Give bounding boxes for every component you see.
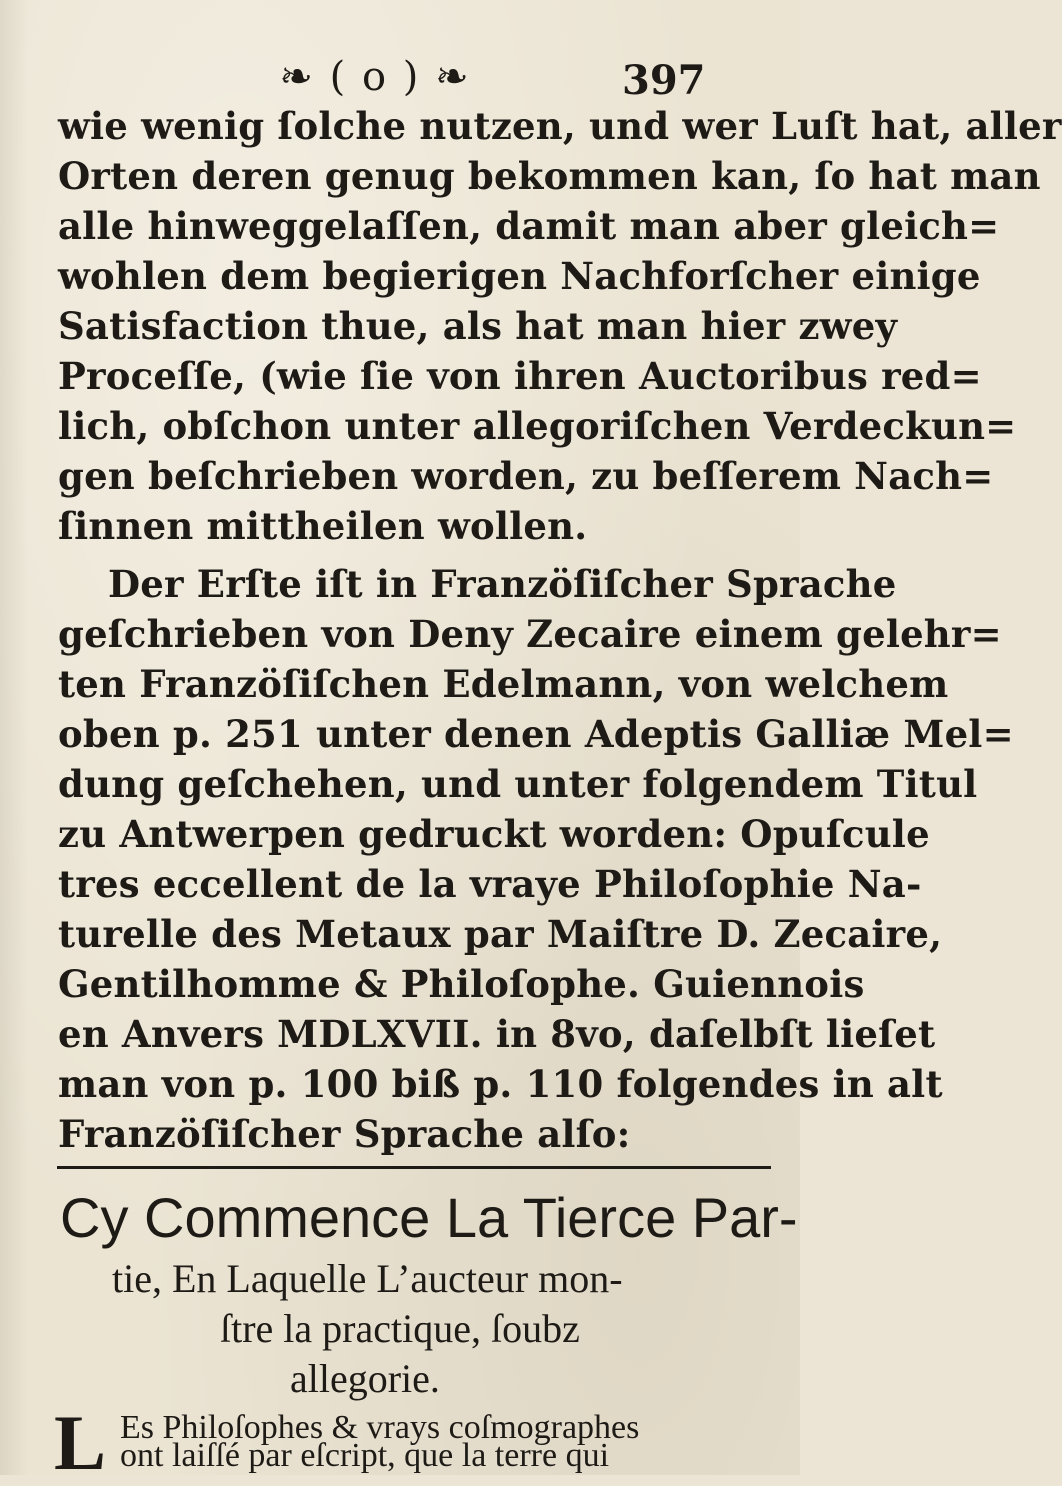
section-title-line: ſtre la practique, ſoubz — [220, 1306, 580, 1351]
section-title-line: allegorie. — [290, 1356, 440, 1401]
text-line: oben p. 251 unter denen Adeptis Galliæ Mel= — [58, 712, 1014, 756]
text-line: lich, obſchon unter allegoriſchen Verdeckun= — [58, 404, 1017, 448]
section-divider — [57, 1166, 771, 1169]
text-line: Gentilhomme & Philoſophe. Guiennois — [58, 962, 865, 1006]
text-line: turelle des Metaux par Maiſtre D. Zecaire, — [58, 912, 943, 956]
text-line: ont laiſſé par eſcript, que la terre qui — [120, 1437, 610, 1474]
text-line: dung geſchehen, und unter folgendem Titul — [58, 762, 978, 806]
section-title-line: Cy Commence La Tierce Par- — [60, 1186, 798, 1249]
text-line: tres eccellent de la vraye Philoſophie Na- — [58, 862, 922, 906]
running-head-ornament: ❧ ( o ) ❧ — [279, 54, 471, 100]
text-line: Es Philoſophes & vrays coſmographes — [120, 1409, 640, 1446]
text-line: alle hinweggelaſſen, damit man aber gleich= — [58, 204, 1000, 248]
page-gutter-shadow — [0, 0, 28, 1475]
text-line: wie wenig ſolche nutzen, und wer Luſt hat, aller — [58, 104, 1062, 148]
text-line: geſchrieben von Deny Zecaire einem gelehr= — [58, 612, 1002, 656]
text-line: Proceſſe, (wie ſie von ihren Auctoribus red= — [58, 354, 982, 398]
text-line: Franzöſiſcher Sprache alſo: — [58, 1112, 631, 1156]
text-line: Satisfaction thue, als hat man hier zwey — [58, 304, 898, 348]
text-line: man von p. 100 biß p. 110 folgendes in alt — [58, 1062, 943, 1106]
text-line: ten Franzöſiſchen Edelmann, von welchem — [58, 662, 949, 706]
drop-cap: L — [54, 1399, 107, 1486]
text-line: gen beſchrieben worden, zu beſſerem Nach= — [58, 454, 994, 498]
text-line: Der Erſte iſt in Franzöſiſcher Sprache — [108, 562, 897, 606]
text-line: Orten deren genug bekommen kan, ſo hat man — [58, 154, 1041, 198]
running-header — [0, 52, 800, 102]
text-line: zu Antwerpen gedruckt worden: Opuſcule — [58, 812, 930, 856]
page-number: 397 — [622, 57, 706, 104]
text-line: wohlen dem begierigen Nachforſcher einige — [58, 254, 981, 298]
text-line: en Anvers MDLXVII. in 8vo, daſelbſt lieſet — [58, 1012, 936, 1056]
text-line: ſinnen mittheilen wollen. — [58, 504, 588, 548]
section-title-line: tie, En Laquelle L’aucteur mon- — [112, 1256, 623, 1301]
